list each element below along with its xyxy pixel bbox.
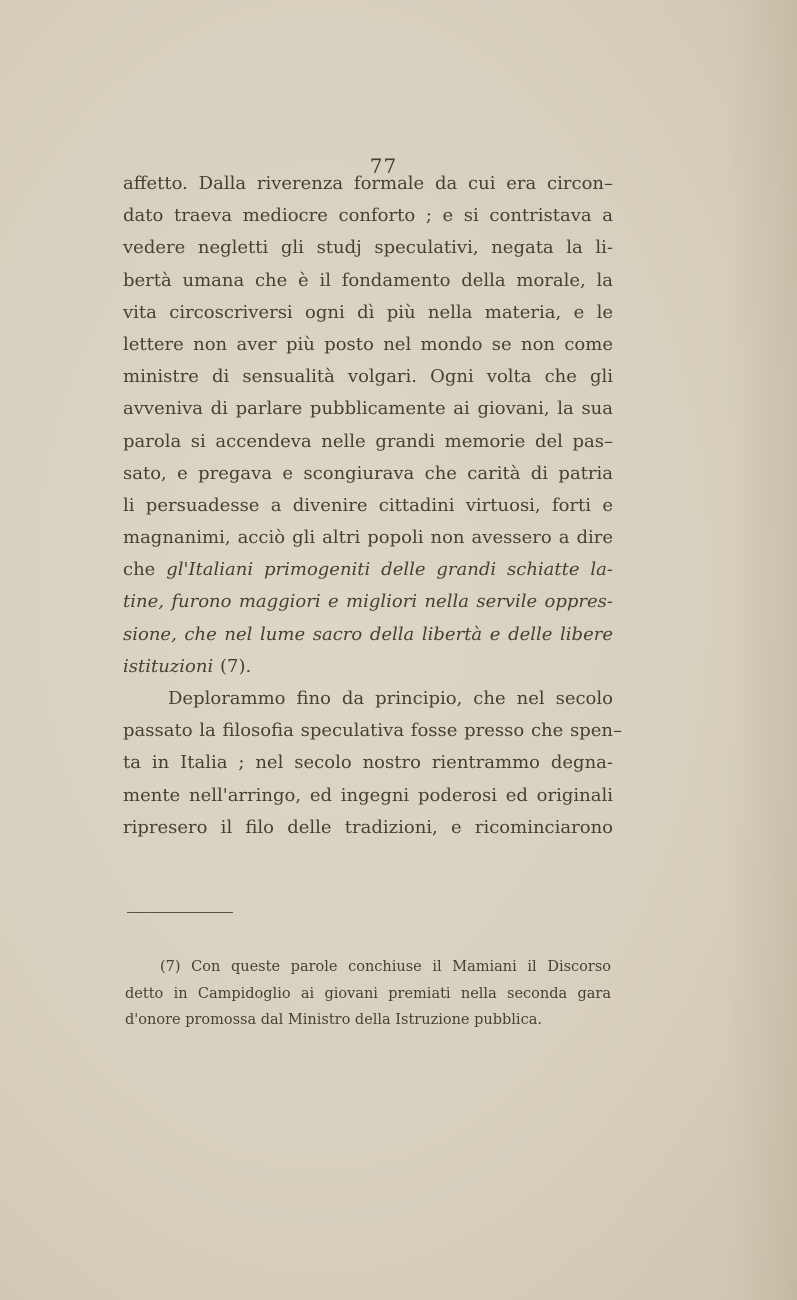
text-segment: Deplorammo fino da principio, che nel secolo <box>168 688 613 709</box>
italic-quote: sione, che nel lume sacro della libertà e delle libere <box>123 623 613 645</box>
text-line <box>123 619 613 651</box>
text-line <box>123 361 613 393</box>
text-segment: ministre di sensualità volgari. Ogni volta che gli <box>123 366 613 388</box>
text-segment: magnanimi, acciò gli altri popoli non avessero a dire <box>123 527 613 549</box>
text-line <box>123 812 613 844</box>
text-segment: che <box>123 559 167 581</box>
text-line <box>123 522 613 554</box>
text-line <box>123 168 613 200</box>
text-segment: lettere non aver più posto nel mondo se non come <box>123 333 613 355</box>
text-segment: affetto. Dalla riverenza formale da cui era circon– <box>123 173 613 194</box>
text-segment: vedere negletti gli studj speculativi, negata la li- <box>123 237 613 259</box>
page-number-text: 77 <box>369 154 398 178</box>
text-line <box>123 490 613 522</box>
text-segment: bertà umana che è il fondamento della morale, la <box>123 269 613 291</box>
text-segment: passato la filosofia speculativa fosse presso che spen– <box>123 720 622 742</box>
text-line <box>123 651 613 683</box>
footnote-line: detto in Campidoglio ai giovani premiati nella seconda gara <box>125 985 611 1002</box>
text-segment: mente nell'arringo, ed ingegni poderosi ed originali <box>123 784 613 806</box>
text-line <box>123 554 613 586</box>
text-segment: sato, e pregava e scongiurava che carità di patria <box>123 462 613 484</box>
text-segment: dato traeva mediocre conforto ; e si contristava a <box>123 205 613 227</box>
text-line <box>123 586 613 618</box>
text-line <box>123 780 613 812</box>
italic-quote: istituzioni <box>123 655 214 677</box>
footnotes <box>125 954 611 1034</box>
italic-quote: tine, furono maggiori e migliori nella servile oppres- <box>123 591 613 613</box>
body-text <box>123 168 622 844</box>
text-line <box>123 426 613 458</box>
footnote-separator <box>127 912 233 913</box>
text-line <box>123 715 622 747</box>
text-line <box>123 232 613 264</box>
text-segment: ripresero il filo delle tradizioni, e ricominciarono <box>123 816 613 838</box>
italic-quote: gl'Italiani primogeniti delle grandi schiatte la- <box>166 559 613 581</box>
footnote-line: (7) Con queste parole conchiuse il Mamiani il Discorso <box>160 959 611 975</box>
footnote-line: d'onore promossa dal Ministro della Istruzione pubblica. <box>125 1012 542 1028</box>
text-segment: (7). <box>213 655 252 677</box>
text-line <box>123 329 613 361</box>
text-segment: parola si accendeva nelle grandi memorie del pas– <box>123 430 613 452</box>
text-line <box>123 747 613 779</box>
text-line <box>123 265 613 297</box>
text-segment: ta in Italia ; nel secolo nostro rientrammo degna- <box>123 752 613 774</box>
text-line <box>123 393 613 425</box>
page-edge-shading <box>727 0 797 1300</box>
text-segment: avveniva di parlare pubblicamente ai giovani, la sua <box>123 398 613 420</box>
text-line <box>123 200 613 232</box>
text-line <box>123 458 613 490</box>
text-segment: li persuadesse a divenire cittadini virtuosi, forti e <box>123 494 613 516</box>
text-line <box>123 297 613 329</box>
text-line <box>123 683 613 715</box>
text-segment: vita circoscriversi ogni dì più nella materia, e le <box>123 301 613 323</box>
